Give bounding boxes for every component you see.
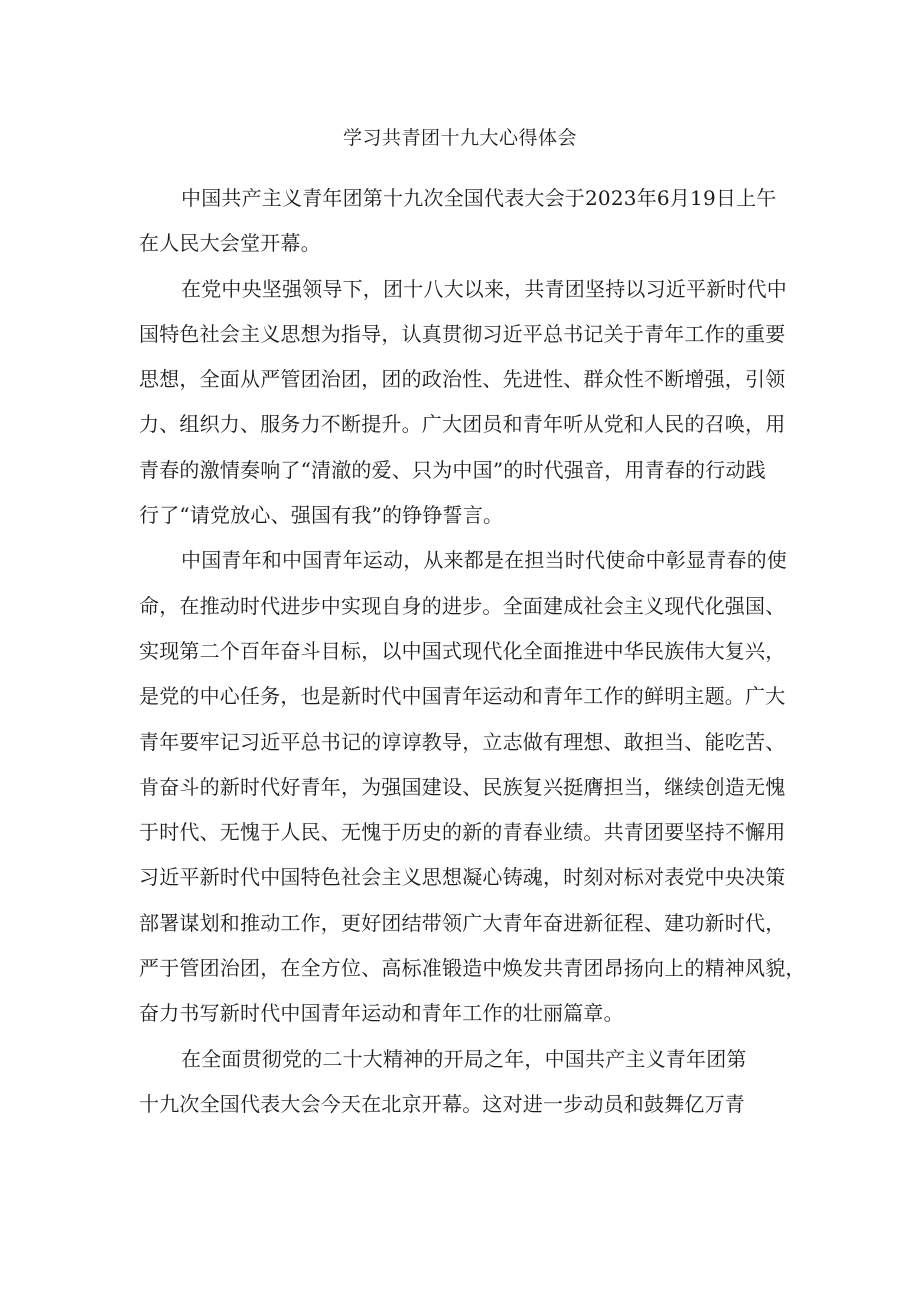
paragraph-3-line-4: 是党的中心任务，也是新时代中国青年运动和青年工作的鲜明主题。广大: [139, 684, 786, 709]
paragraph-2-line-1: 在党中央坚强领导下，团十八大以来，共青团坚持以习近平新时代中: [181, 276, 787, 301]
paragraph-3-line-3: 实现第二个百年奋斗目标，以中国式现代化全面推进中华民族伟大复兴，: [139, 638, 786, 663]
paragraph-3-line-2: 命，在推动时代进步中实现自身的进步。全面建成社会主义现代化强国、: [139, 593, 786, 618]
paragraph-3-line-11: 奋力书写新时代中国青年运动和青年工作的壮丽篇章。: [139, 1001, 624, 1026]
paragraph-3-line-1: 中国青年和中国青年运动，从来都是在担当时代使命中彰显青春的使: [181, 548, 787, 573]
paragraph-1-line-2: 在人民大会堂开幕。: [139, 231, 321, 256]
document-title: 学习共青团十九大心得体会: [342, 127, 577, 149]
paragraph-3-line-10: 严于管团治团，在全方位、高标准锻造中焕发共青团昂扬向上的精神风貌，: [139, 956, 806, 981]
paragraph-4-line-2: 十九次全国代表大会今天在北京开幕。这对进一步动员和鼓舞亿万青: [139, 1091, 745, 1116]
paragraph-3-line-8: 习近平新时代中国特色社会主义思想凝心铸魂，时刻对标对表党中央决策: [139, 865, 786, 890]
paragraph-3-line-5: 青年要牢记习近平总书记的谆谆教导，立志做有理想、敢担当、能吃苦、: [139, 729, 786, 754]
paragraph-2-line-6: 行了“请党放心、强国有我”的铮铮誓言。: [139, 503, 504, 528]
document-body: [139, 176, 806, 1127]
paragraph-2-line-5: 青春的激情奏响了“清澈的爱、只为中国”的时代强音，用青春的行动践: [139, 457, 766, 482]
paragraph-3-line-7: 于时代、无愧于人民、无愧于历史的新的青春业绩。共青团要坚持不懈用: [139, 820, 786, 845]
paragraph-1-line-1: 中国共产主义青年团第十九次全国代表大会于2023年6月19日上午: [181, 186, 777, 210]
paragraph-3-line-9: 部署谋划和推动工作，更好团结带领广大青年奋进新征程、建功新时代，: [139, 910, 786, 935]
paragraph-4-line-1: 在全面贯彻党的二十大精神的开局之年，中国共产主义青年团第: [181, 1046, 747, 1071]
paragraph-3-line-6: 肯奋斗的新时代好青年，为强国建设、民族复兴挺膺担当，继续创造无愧: [139, 774, 786, 799]
paragraph-2-line-3: 思想，全面从严管团治团，团的政治性、先进性、群众性不断增强，引领: [139, 367, 786, 392]
paragraph-2-line-4: 力、组织力、服务力不断提升。广大团员和青年听从党和人民的召唤，用: [139, 412, 786, 437]
paragraph-2-line-2: 国特色社会主义思想为指导，认真贯彻习近平总书记关于青年工作的重要: [139, 321, 786, 346]
